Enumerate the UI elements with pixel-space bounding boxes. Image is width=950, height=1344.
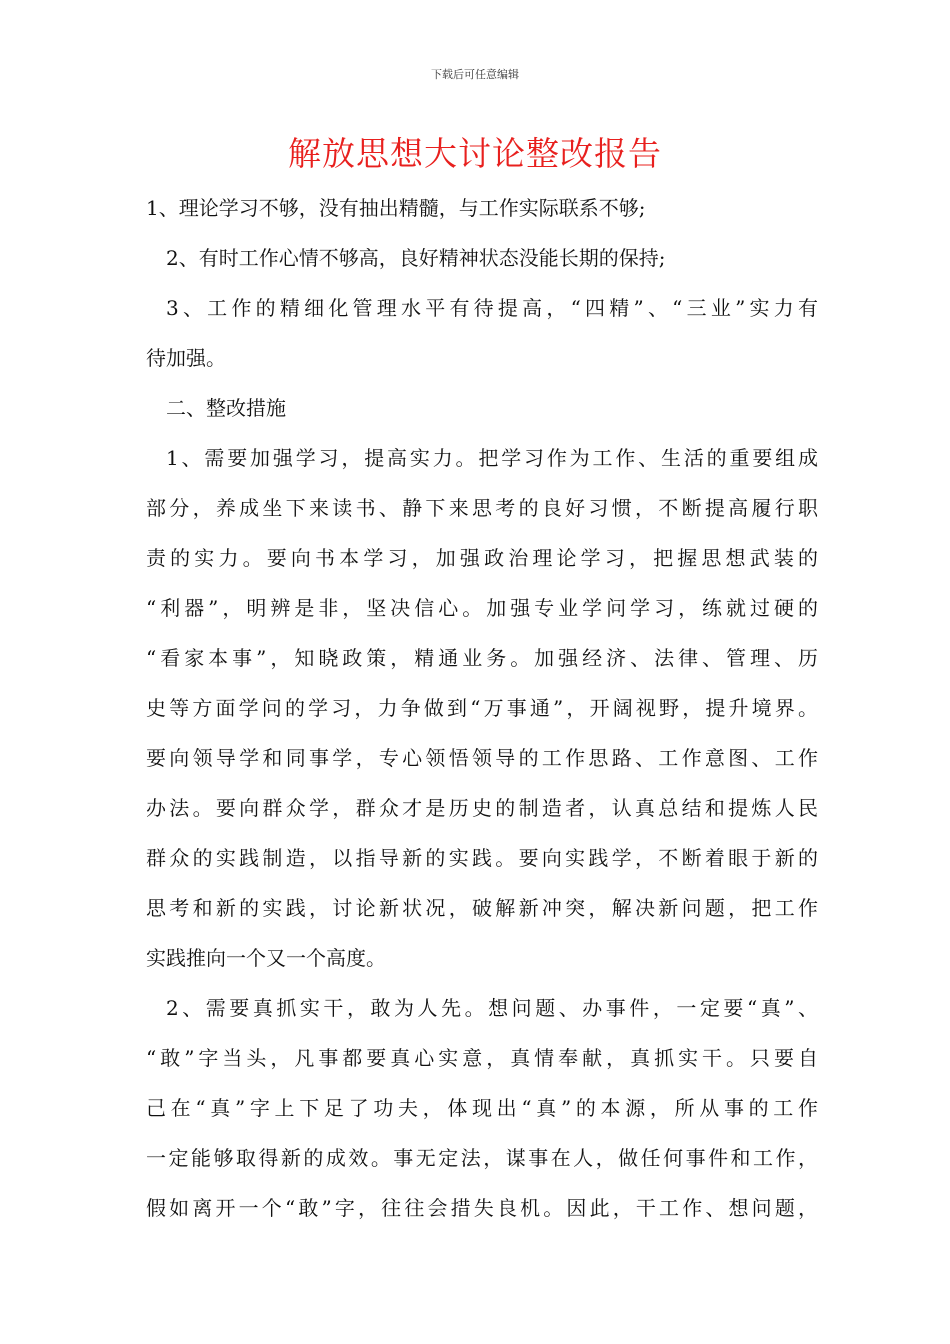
header-note: 下载后可任意编辑 [431, 68, 519, 81]
document-body [146, 183, 818, 1233]
text-line: 实践推向一个又一个高度。 [146, 946, 386, 970]
text-line: “看家本事”，知晓政策，精通业务。加强经济、法律、管理、历 [146, 646, 818, 670]
text-line: 一定能够取得新的成效。事无定法，谋事在人，做任何事件和工作， [146, 1146, 818, 1170]
text-line: 3、工作的精细化管理水平有待提高，“四精”、“三业”实力有 [166, 296, 818, 320]
section-heading: 二、整改措施 [166, 396, 286, 420]
text-line: 责的实力。要向书本学习，加强政治理论学习，把握思想武装的 [146, 546, 818, 570]
text-line: 己在“真”字上下足了功夫，体现出“真”的本源，所从事的工作 [146, 1096, 818, 1120]
text-line: “敢”字当头，凡事都要真心实意，真情奉献，真抓实干。只要自 [146, 1046, 818, 1070]
text-line: 要向领导学和同事学，专心领悟领导的工作思路、工作意图、工作 [146, 746, 818, 770]
text-line: 假如离开一个“敢”字，往往会措失良机。因此，干工作、想问题， [146, 1196, 818, 1220]
text-line: 办法。要向群众学，群众才是历史的制造者，认真总结和提炼人民 [146, 796, 818, 820]
document-title: 解放思想大讨论整改报告 [288, 134, 662, 173]
text-line: 待加强。 [146, 346, 226, 370]
text-line: 1、理论学习不够，没有抽出精髓，与工作实际联系不够; [146, 196, 646, 220]
text-line: 2、有时工作心情不够高，良好精神状态没能长期的保持; [166, 246, 666, 270]
text-line: 2、需要真抓实干，敢为人先。想问题、办事件，一定要“真”、 [166, 996, 818, 1020]
text-line: 史等方面学问的学习，力争做到“万事通”，开阔视野，提升境界。 [146, 696, 818, 720]
text-line: “利器”，明辨是非，坚决信心。加强专业学问学习，练就过硬的 [146, 596, 818, 620]
text-line: 1、需要加强学习，提高实力。把学习作为工作、生活的重要组成 [166, 446, 818, 470]
text-line: 群众的实践制造，以指导新的实践。要向实践学，不断着眼于新的 [146, 846, 818, 870]
text-line: 思考和新的实践，讨论新状况，破解新冲突，解决新问题，把工作 [146, 896, 818, 920]
text-line: 部分，养成坐下来读书、静下来思考的良好习惯，不断提高履行职 [146, 496, 818, 520]
